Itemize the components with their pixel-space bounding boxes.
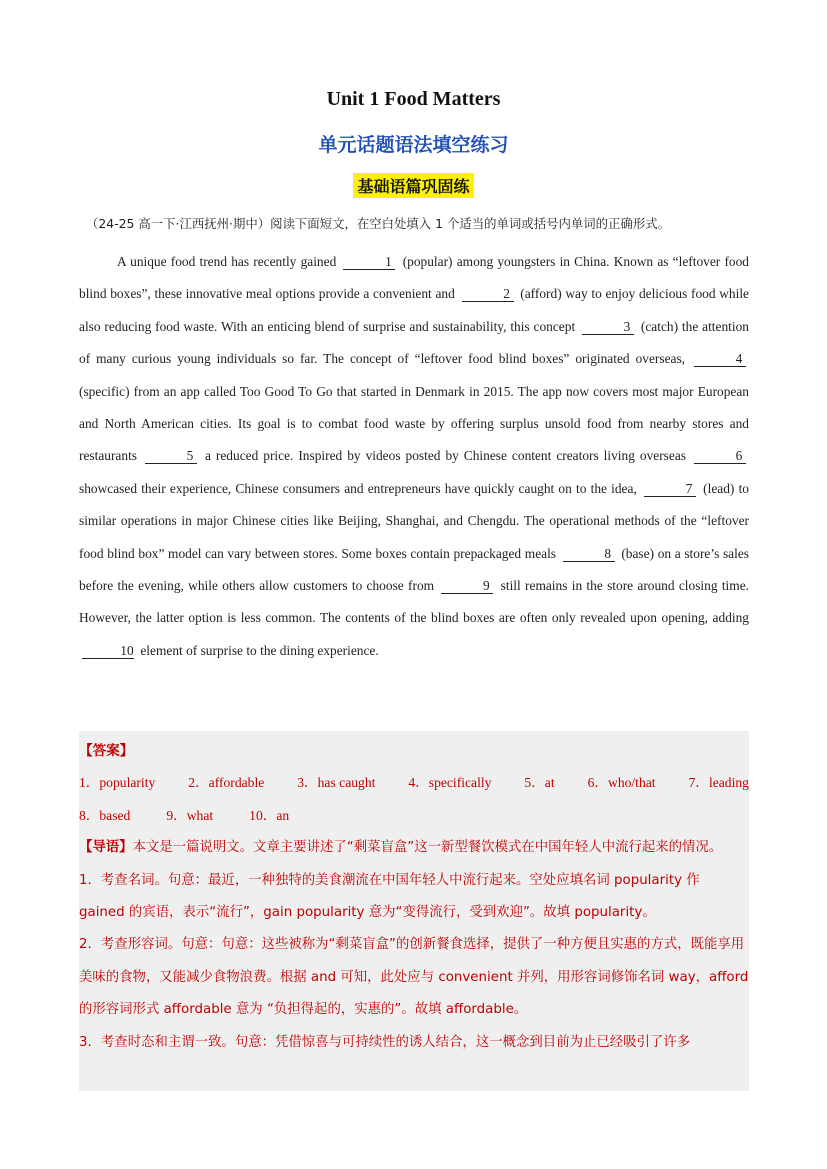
blank-2: 2 bbox=[462, 287, 514, 302]
explanation-1: 1．考查名词。句意：最近，一种独特的美食潮流在中国年轻人中流行起来。空处应填名词 popularity 作 gained 的宾语，表示“流行”，gain popularity 意为“变得流行，受到欢迎”。故填 popularity。 bbox=[79, 872, 700, 921]
answer-row-2 bbox=[79, 800, 749, 832]
guide-text: 本文是一篇说明文。文章主要讲述了“剩菜盲盒”这一新型餐饮模式在中国年轻人中流行起来的情况。 bbox=[132, 840, 723, 856]
blank-10: 10 bbox=[82, 644, 134, 659]
answer-item: 3．has caught bbox=[297, 775, 376, 791]
blank-7: 7 bbox=[644, 482, 696, 497]
blank-8: 8 bbox=[563, 547, 615, 562]
answer-item: 2．affordable bbox=[188, 775, 265, 791]
passage-text: still remains in the store around closing time. However, the latter option is less common. The contents of the blind boxes are often only revealed upon opening, adding bbox=[79, 578, 749, 626]
passage-paragraph bbox=[79, 246, 749, 667]
blank-3: 3 bbox=[582, 320, 634, 335]
answer-heading: 【答案】 bbox=[79, 743, 134, 759]
answer-item: 4．specifically bbox=[408, 775, 492, 791]
section-heading-wrap bbox=[0, 173, 827, 198]
passage-text: (afford) way to enjoy delicious food while also reducing food waste. With an enticing blend of surprise and sustainability, this concept bbox=[79, 286, 749, 334]
exercise-instruction: （24-25 高一下·江西抚州·期中）阅读下面短文，在空白处填入 1 个适当的单词或括号内单词的正确形式。 bbox=[86, 216, 670, 231]
page-subtitle: 单元话题语法填空练习 bbox=[318, 134, 509, 156]
passage-text: showcased their experience, Chinese consumers and entrepreneurs have quickly caught on to the idea, bbox=[79, 480, 637, 496]
explanation-2: 2．考查形容词。句意：句意：这些被称为“剩菜盲盒”的创新餐食选择，提供了一种方便且实惠的方式，既能享用美味的食物，又能减少食物浪费。根据 and 可知，此处应与 convenient 并列，用形容词修饰名词 way，afford 的形容词形式 affordable 意为 “负担得起的，实惠的”。故填 affordable。 bbox=[79, 937, 749, 1018]
answer-item: 1．popularity bbox=[79, 775, 156, 791]
answer-item: 9．what bbox=[166, 807, 214, 823]
page-title: Unit 1 Food Matters bbox=[326, 88, 501, 110]
passage-text: (base) on a store’s sales before the evening, while others allow customers to choose from bbox=[79, 545, 749, 594]
answer-section bbox=[79, 731, 749, 1091]
answer-item: 6．who/that bbox=[587, 775, 656, 791]
explanation-3: 3．考查时态和主谓一致。句意：凭借惊喜与可持续性的诱人结合，这一概念到目前为止已经吸引了许多 bbox=[79, 1034, 691, 1050]
answer-item: 8．based bbox=[79, 807, 131, 823]
passage-text: (popular) among youngsters in China. Known as “leftover food blind boxes”, these innovative meal options provide a convenient and bbox=[79, 254, 749, 302]
passage-text: A unique food trend has recently gained bbox=[117, 254, 337, 269]
blank-5: 5 bbox=[145, 449, 197, 464]
blank-6: 6 bbox=[694, 449, 746, 464]
section-heading: 基础语篇巩固练 bbox=[353, 173, 473, 198]
blank-4: 4 bbox=[694, 352, 746, 367]
guide-label: 【导语】 bbox=[79, 840, 133, 856]
passage-text: element of surprise to the dining experience. bbox=[140, 642, 379, 658]
guide-paragraph bbox=[79, 832, 749, 864]
answer-item: 10．an bbox=[249, 807, 290, 823]
passage-text: (lead) to similar operations in major Chinese cities like Beijing, Shanghai, and Chengdu. The operational methods of the “leftover food blind box” model can vary between stores. Some boxes contain prepackaged meals bbox=[79, 480, 749, 561]
passage-text: a reduced price. Inspired by videos posted by Chinese content creators living overseas bbox=[204, 448, 686, 464]
passage-text: (specific) from an app called Too Good To Go that started in Denmark in 2015. The app now covers most major European and North American cities. Its goal is to combat food waste by offering surplus unsold food from nearby stores and restaurants bbox=[79, 383, 749, 464]
blank-9: 9 bbox=[441, 579, 493, 594]
blank-1: 1 bbox=[343, 255, 395, 270]
answer-item: 7．leading bbox=[688, 775, 749, 791]
answer-item: 5．at bbox=[524, 775, 555, 791]
passage-text: (catch) the attention of many curious young individuals so far. The concept of “leftover food blind boxes” originated overseas, bbox=[79, 318, 749, 367]
cloze-passage bbox=[79, 246, 749, 667]
answer-row-1 bbox=[79, 767, 749, 799]
